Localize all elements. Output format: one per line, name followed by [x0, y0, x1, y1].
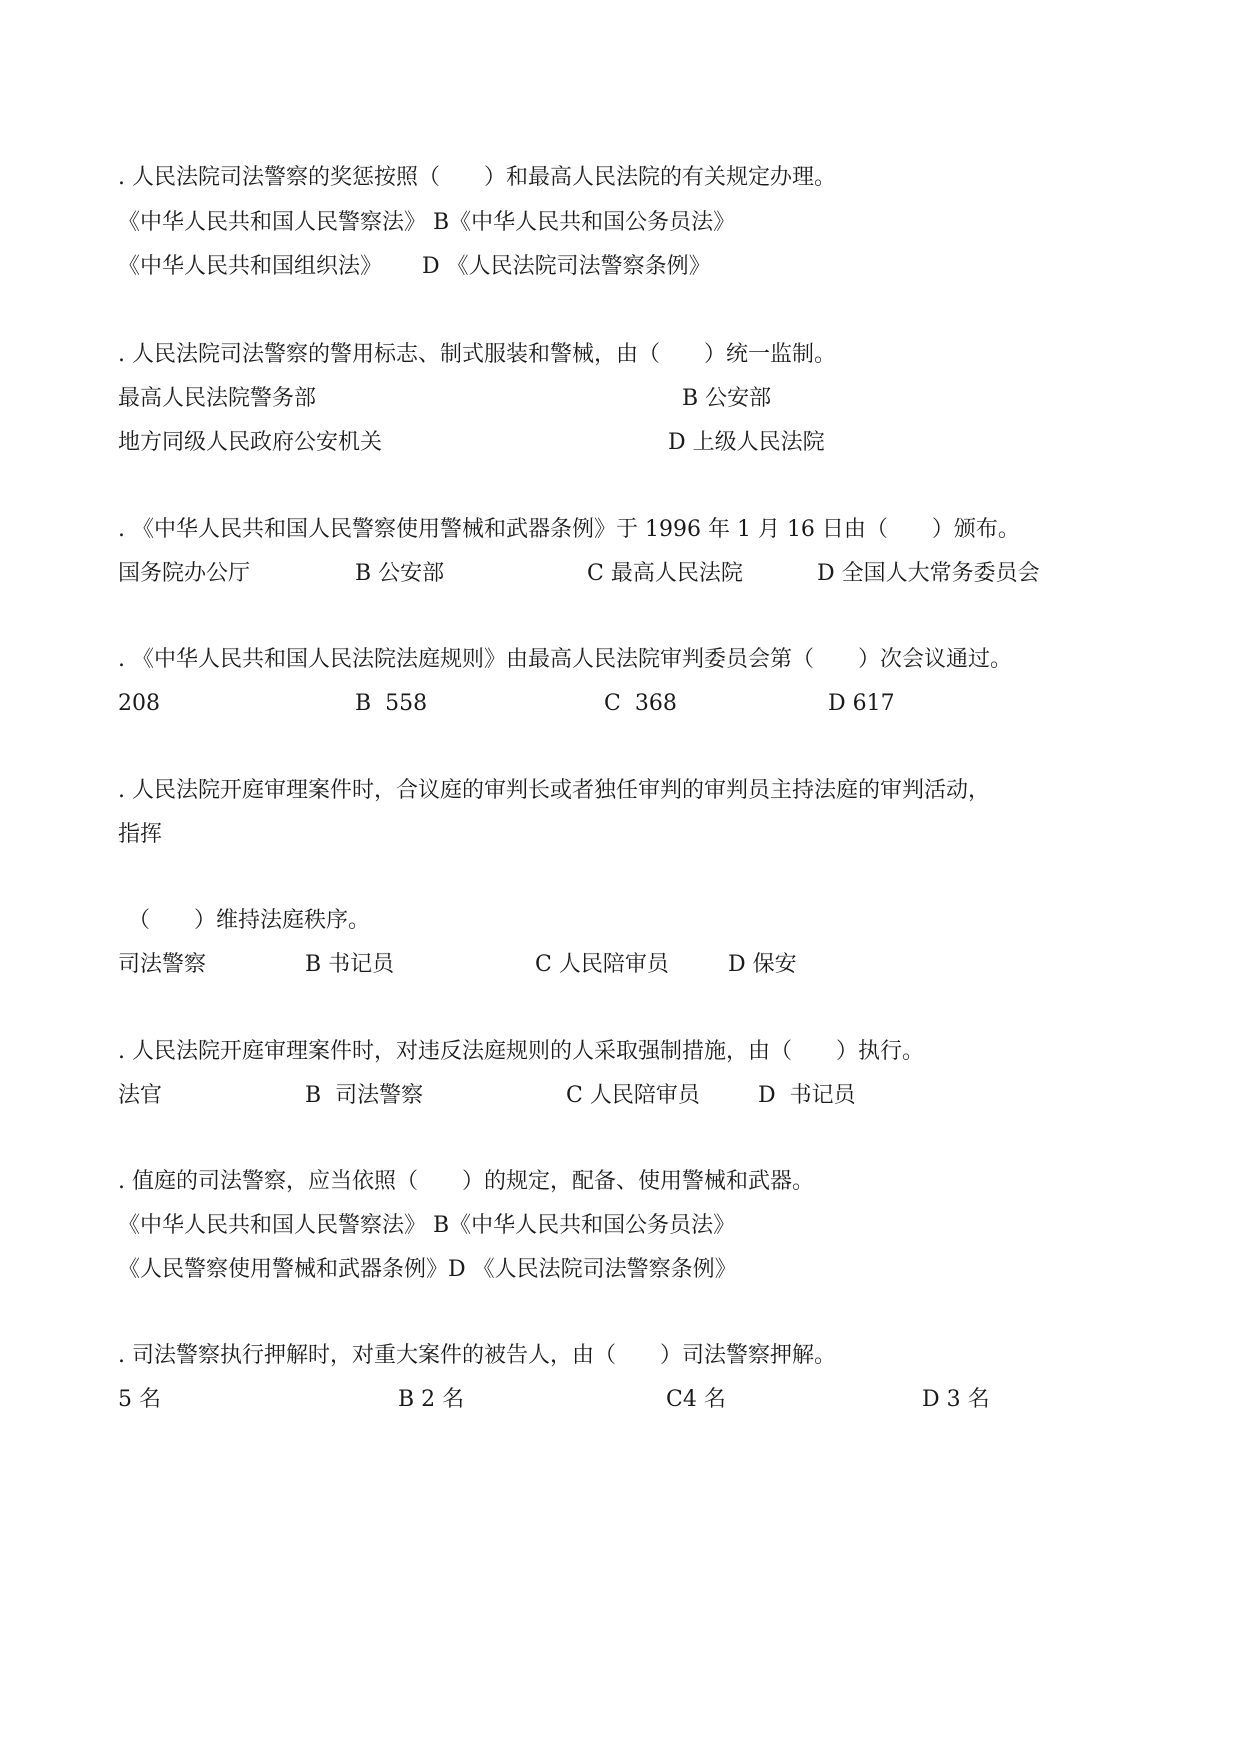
question-3-option-a: 国务院办公厅 [118, 561, 251, 586]
question-1-stem: . 人民法院司法警察的奖惩按照（ ）和最高人民法院的有关规定办理。 [118, 165, 836, 190]
question-4-option-b: B 558 [355, 691, 428, 716]
question-3-option-c: C 最高人民法院 [587, 561, 743, 586]
question-8-option-c: C4 名 [666, 1387, 726, 1412]
question-7-stem: . 值庭的司法警察，应当依照（ ）的规定，配备、使用警械和武器。 [118, 1169, 814, 1194]
question-4-stem: . 《中华人民共和国人民法院法庭规则》由最高人民法院审判委员会第（ ）次会议通过。 [118, 647, 1012, 672]
question-4-option-d: D 617 [828, 691, 895, 716]
question-2-option-d: D 上级人民法院 [668, 430, 825, 455]
question-2-option-c: 地方同级人民政府公安机关 [118, 430, 383, 455]
question-6-option-a: 法官 [118, 1083, 163, 1108]
question-4-option-c: C 368 [604, 691, 677, 716]
question-2-option-a: 最高人民法院警务部 [118, 386, 317, 411]
question-1-options-row-1: 《中华人民共和国人民警察法》 B《中华人民共和国公务员法》 [118, 210, 736, 235]
question-8-option-d: D 3 名 [922, 1387, 990, 1412]
question-5-option-d: D 保安 [728, 952, 797, 977]
question-7-options-row-2: 《人民警察使用警械和武器条例》D 《人民法院司法警察条例》 [118, 1257, 737, 1282]
question-5-stem: . 人民法院开庭审理案件时，合议庭的审判长或者独任审判的审判员主持法庭的审判活动， [118, 778, 990, 803]
question-8-stem: . 司法警察执行押解时，对重大案件的被告人，由（ ）司法警察押解。 [118, 1343, 836, 1368]
question-3-option-b: B 公安部 [355, 561, 445, 586]
question-6-option-c: C 人民陪审员 [566, 1083, 700, 1108]
question-7-options-row-1: 《中华人民共和国人民警察法》 B《中华人民共和国公务员法》 [118, 1213, 736, 1238]
question-6-option-b: B 司法警察 [305, 1083, 424, 1108]
question-5-option-b: B 书记员 [305, 952, 395, 977]
question-8-option-a: 5 名 [118, 1387, 161, 1412]
question-1-options-row-2: 《中华人民共和国组织法》 D 《人民法院司法警察条例》 [118, 254, 711, 279]
question-2-stem: . 人民法院司法警察的警用标志、制式服装和警械，由（ ）统一监制。 [118, 342, 836, 367]
question-2-option-b: B 公安部 [682, 386, 772, 411]
question-3-option-d: D 全国人大常务委员会 [817, 561, 1040, 586]
question-6-option-d: D 书记员 [758, 1083, 856, 1108]
question-4-option-a: 208 [118, 691, 160, 716]
question-5-option-c: C 人民陪审员 [535, 952, 669, 977]
question-5-option-a: 司法警察 [118, 952, 207, 977]
question-5-stem-continued-2: （ ）维持法庭秩序。 [128, 908, 371, 933]
question-3-stem: . 《中华人民共和国人民警察使用警械和武器条例》于 1996 年 1 月 16 日由（ ）颁布。 [118, 517, 1020, 542]
question-5-stem-continued: 指挥 [118, 822, 163, 847]
question-8-option-b: B 2 名 [398, 1387, 465, 1412]
question-6-stem: . 人民法院开庭审理案件时，对违反法庭规则的人采取强制措施，由（ ）执行。 [118, 1039, 924, 1064]
